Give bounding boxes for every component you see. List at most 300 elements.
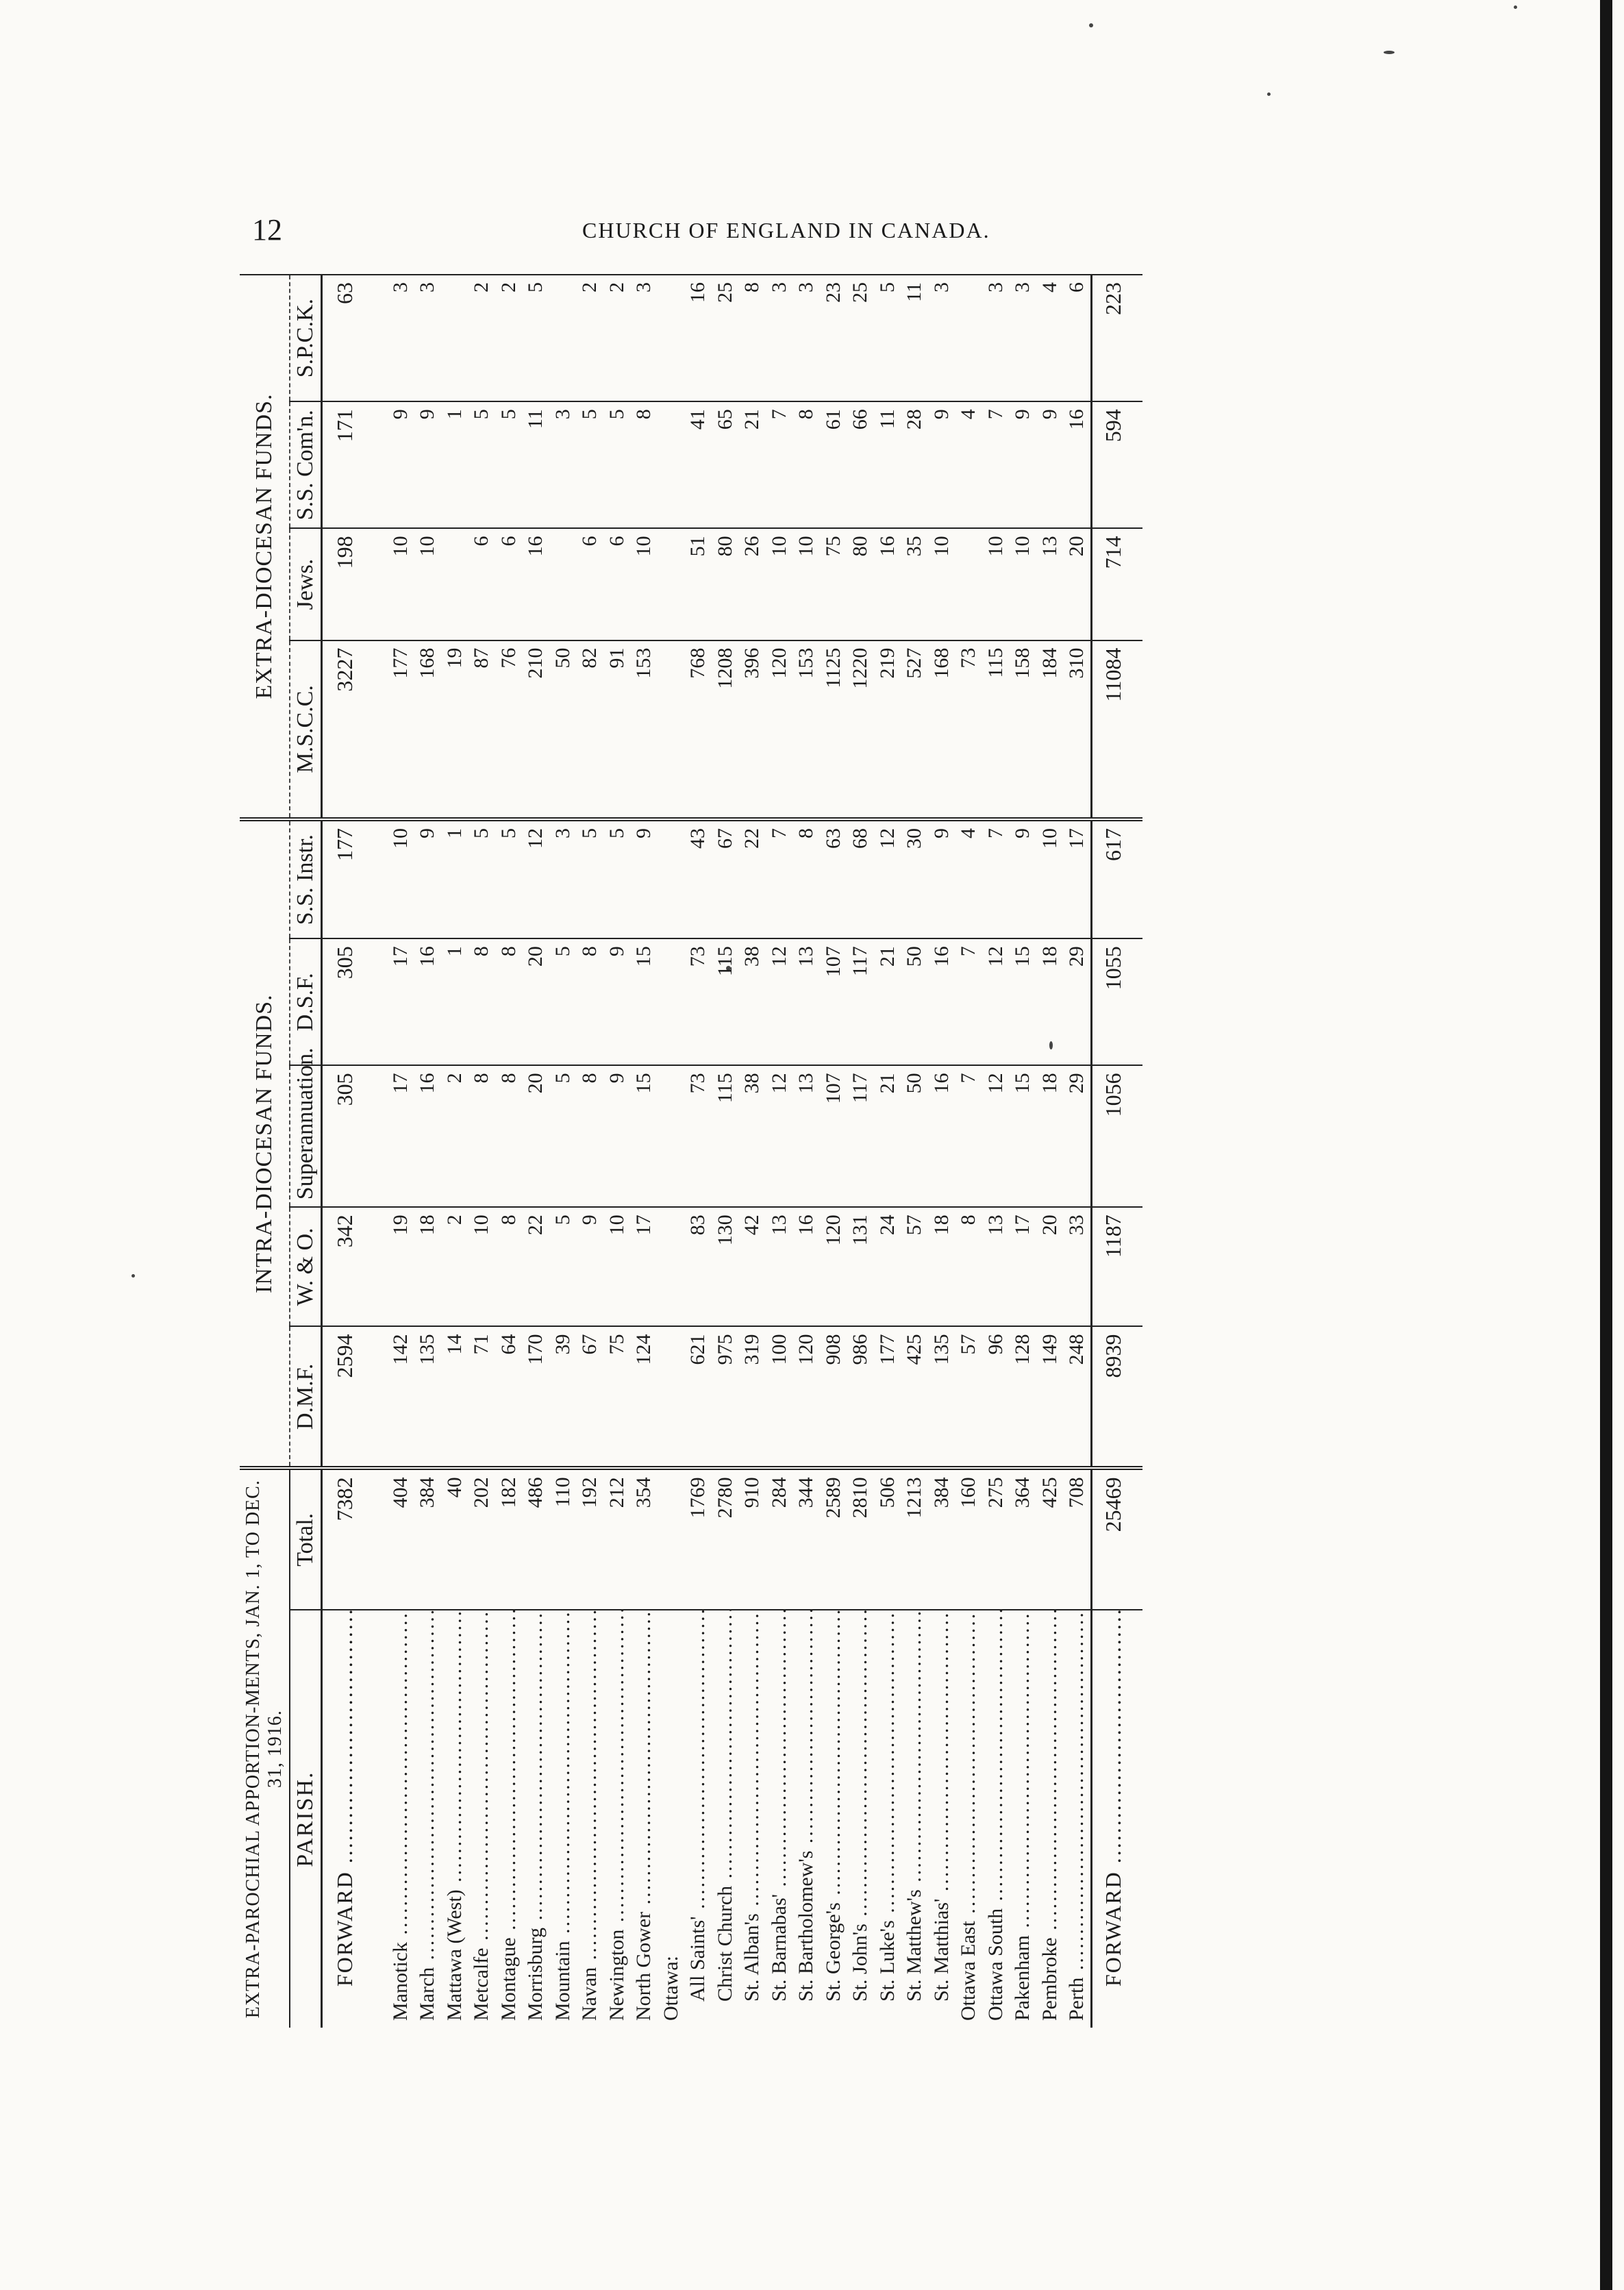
parish-name: Newington ..... [603, 1610, 631, 2028]
amount-cell: 5 [549, 1207, 577, 1326]
amount-cell: 9 [1036, 401, 1064, 528]
amount-cell: 75 [820, 528, 847, 640]
amount-cell: 10 [603, 1207, 631, 1326]
amount-cell: 486 [522, 1468, 549, 1610]
amount-cell: 149 [1036, 1326, 1064, 1468]
amount-cell: 20 [1063, 528, 1091, 640]
amount-cell: 344 [792, 1468, 820, 1610]
parish-name: St. John's ..... [847, 1610, 874, 2028]
parish-name: North Gower ..... [630, 1610, 658, 2028]
table-row [874, 275, 901, 2028]
amount-cell: 24 [874, 1207, 901, 1326]
table-row [684, 275, 712, 2028]
amount-cell: 714 [1091, 528, 1142, 640]
table-row [468, 275, 495, 2028]
amount-cell: 7 [955, 1065, 982, 1207]
amount-cell: 15 [630, 938, 658, 1065]
amount-cell: 986 [847, 1326, 874, 1468]
amount-cell: 11 [874, 401, 901, 528]
extra-diocesan-funds-header: EXTRA-DIOCESAN FUNDS. [240, 275, 290, 819]
amount-cell: 8 [576, 1065, 603, 1207]
amount-cell: 4 [955, 819, 982, 938]
amount-cell: 11 [901, 275, 928, 401]
intra-diocesan-funds-header: INTRA-DIOCESAN FUNDS. [240, 819, 290, 1468]
amount-cell: 13 [766, 1207, 793, 1326]
amount-cell: 3227 [322, 640, 375, 819]
amount-cell: 170 [522, 1326, 549, 1468]
amount-cell: 41 [684, 401, 712, 528]
amount-cell: 96 [982, 1326, 1010, 1468]
amount-cell: 1 [441, 401, 469, 528]
table-row [982, 275, 1010, 2028]
amount-cell: 5 [495, 401, 523, 528]
amount-cell: 23 [820, 275, 847, 401]
amount-cell: 18 [414, 1207, 441, 1326]
parish-name: Metcalfe ..... [468, 1610, 495, 2028]
amount-cell: 6 [576, 528, 603, 640]
parish-name: St. Barnabas' ..... [766, 1610, 793, 2028]
amount-cell: 87 [468, 640, 495, 819]
amount-cell: 10 [1036, 819, 1064, 938]
amount-cell: 91 [603, 640, 631, 819]
amount-cell: 354 [630, 1468, 658, 1610]
amount-cell: 6 [468, 528, 495, 640]
table-row [441, 275, 469, 2028]
amount-cell: 8 [495, 1207, 523, 1326]
amount-cell: 4 [955, 401, 982, 528]
table-row [955, 275, 982, 2028]
amount-cell: 38 [738, 938, 766, 1065]
amount-cell: 1055 [1091, 938, 1142, 1065]
amount-cell: 83 [684, 1207, 712, 1326]
amount-cell: 17 [1009, 1207, 1036, 1326]
amount-cell: 1 [441, 819, 469, 938]
amount-cell: 22 [522, 1207, 549, 1326]
ink-speck [1384, 51, 1395, 54]
amount-cell: 12 [982, 1065, 1010, 1207]
amount-cell: 21 [874, 1065, 901, 1207]
amount-cell: 73 [684, 938, 712, 1065]
amount-cell [658, 819, 685, 938]
amount-cell: 10 [982, 528, 1010, 640]
col-total: Total. [290, 1468, 321, 1610]
amount-cell: 9 [603, 938, 631, 1065]
amount-cell: 50 [901, 1065, 928, 1207]
amount-cell: 13 [982, 1207, 1010, 1326]
amount-cell: 10 [928, 528, 955, 640]
amount-cell: 131 [847, 1207, 874, 1326]
table-row [630, 275, 658, 2028]
amount-cell: 100 [766, 1326, 793, 1468]
amount-cell: 107 [820, 1065, 847, 1207]
amount-cell: 3 [549, 401, 577, 528]
amount-cell: 120 [766, 640, 793, 819]
col-msc: M.S.C.C. [290, 640, 321, 819]
amount-cell: 142 [375, 1326, 414, 1468]
amount-cell: 80 [847, 528, 874, 640]
amount-cell: 2 [468, 275, 495, 401]
table-row [658, 275, 685, 2028]
forward-row [1091, 275, 1142, 2028]
amount-cell: 5 [549, 1065, 577, 1207]
parish-name: Manotick ..... [375, 1610, 414, 2028]
amount-cell: 10 [375, 528, 414, 640]
amount-cell: 11084 [1091, 640, 1142, 819]
amount-cell: 42 [738, 1207, 766, 1326]
amount-cell: 3 [414, 275, 441, 401]
amount-cell: 7 [982, 819, 1010, 938]
amount-cell: 16 [522, 528, 549, 640]
table-row [1063, 275, 1091, 2028]
table-row [1036, 275, 1064, 2028]
amount-cell: 17 [1063, 819, 1091, 938]
parish-name: Montague ..... [495, 1610, 523, 2028]
amount-cell: 22 [738, 819, 766, 938]
amount-cell [658, 1207, 685, 1326]
table-row [738, 275, 766, 2028]
amount-cell: 75 [603, 1326, 631, 1468]
amount-cell: 3 [375, 275, 414, 401]
amount-cell: 1213 [901, 1468, 928, 1610]
amount-cell: 5 [576, 401, 603, 528]
amount-cell: 128 [1009, 1326, 1036, 1468]
amount-cell: 9 [1009, 401, 1036, 528]
amount-cell: 8 [630, 401, 658, 528]
col-wo: W. & O. [290, 1207, 321, 1326]
amount-cell: 5 [522, 275, 549, 401]
amount-cell: 1208 [712, 640, 739, 819]
amount-cell: 80 [712, 528, 739, 640]
amount-cell: 120 [820, 1207, 847, 1326]
parish-name: Pakenham ..... [1009, 1610, 1036, 2028]
amount-cell: 617 [1091, 819, 1142, 938]
amount-cell [658, 938, 685, 1065]
table-row [414, 275, 441, 2028]
amount-cell: 135 [928, 1326, 955, 1468]
amount-cell: 130 [712, 1207, 739, 1326]
parish-name: St. Alban's ..... [738, 1610, 766, 2028]
col-ss-comn: S.S. Com'n. [290, 401, 321, 528]
amount-cell: 275 [982, 1468, 1010, 1610]
amount-cell: 7382 [322, 1468, 375, 1610]
amount-cell: 9 [630, 819, 658, 938]
amount-cell: 3 [549, 819, 577, 938]
parish-name: Navan ..... [576, 1610, 603, 2028]
amount-cell: 17 [375, 938, 414, 1065]
amount-cell: 65 [712, 401, 739, 528]
amount-cell: 124 [630, 1326, 658, 1468]
amount-cell: 21 [874, 938, 901, 1065]
amount-cell: 16 [874, 528, 901, 640]
amount-cell: 10 [414, 528, 441, 640]
amount-cell: 115 [982, 640, 1010, 819]
parish-name: All Saints' ..... [684, 1610, 712, 2028]
amount-cell: 3 [928, 275, 955, 401]
table-row [766, 275, 793, 2028]
parish-name: FORWARD ..... [1091, 1610, 1142, 2028]
amount-cell: 1187 [1091, 1207, 1142, 1326]
amount-cell: 25 [847, 275, 874, 401]
amount-cell: 16 [928, 1065, 955, 1207]
section-title: EXTRA-PAROCHIAL APPORTION-MENTS, JAN. 1, TO DEC. 31, 1916. [240, 1468, 290, 2028]
amount-cell: 35 [901, 528, 928, 640]
amount-cell: 63 [820, 819, 847, 938]
amount-cell: 153 [630, 640, 658, 819]
amount-cell: 219 [874, 640, 901, 819]
ink-speck [1514, 5, 1517, 9]
table-row [820, 275, 847, 2028]
parish-name: St. Matthew's ..... [901, 1610, 928, 2028]
amount-cell: 7 [766, 401, 793, 528]
amount-cell: 3 [792, 275, 820, 401]
amount-cell: 8 [468, 1065, 495, 1207]
amount-cell: 8 [576, 938, 603, 1065]
amount-cell: 594 [1091, 401, 1142, 528]
col-spck: S.P.C.K. [290, 275, 321, 401]
amount-cell: 10 [792, 528, 820, 640]
amount-cell [658, 1326, 685, 1468]
amount-cell: 12 [522, 819, 549, 938]
amount-cell: 8 [792, 819, 820, 938]
amount-cell: 305 [322, 938, 375, 1065]
amount-cell: 64 [495, 1326, 523, 1468]
amount-cell: 18 [928, 1207, 955, 1326]
amount-cell: 212 [603, 1468, 631, 1610]
amount-cell [441, 528, 469, 640]
amount-cell: 50 [549, 640, 577, 819]
amount-cell: 5 [874, 275, 901, 401]
amount-cell: 305 [322, 1065, 375, 1207]
amount-cell: 63 [322, 275, 375, 401]
amount-cell: 171 [322, 401, 375, 528]
amount-cell: 3 [982, 275, 1010, 401]
parish-name: St. Luke's ..... [874, 1610, 901, 2028]
parish-name: Pembroke ..... [1036, 1610, 1064, 2028]
col-dsf: D.S.F. [290, 938, 321, 1065]
amount-cell: 12 [874, 819, 901, 938]
amount-cell: 4 [1036, 275, 1064, 401]
amount-cell: 120 [792, 1326, 820, 1468]
amount-cell: 364 [1009, 1468, 1036, 1610]
amount-cell: 975 [712, 1326, 739, 1468]
amount-cell [658, 528, 685, 640]
amount-cell: 9 [928, 401, 955, 528]
amount-cell: 66 [847, 401, 874, 528]
parish-name: St. George's ..... [820, 1610, 847, 2028]
col-ss-instr: S.S. Instr. [290, 819, 321, 938]
amount-cell: 396 [738, 640, 766, 819]
parish-name: St. Matthias' ..... [928, 1610, 955, 2028]
amount-cell: 26 [738, 528, 766, 640]
forward-row [322, 275, 375, 2028]
amount-cell: 33 [1063, 1207, 1091, 1326]
amount-cell: 110 [549, 1468, 577, 1610]
amount-cell: 9 [414, 819, 441, 938]
amount-cell: 5 [495, 819, 523, 938]
amount-cell: 16 [414, 1065, 441, 1207]
parish-name: Perth ..... [1063, 1610, 1091, 2028]
amount-cell: 621 [684, 1326, 712, 1468]
apportionment-table [240, 274, 1142, 2028]
amount-cell: 68 [847, 819, 874, 938]
amount-cell: 17 [630, 1207, 658, 1326]
amount-cell: 202 [468, 1468, 495, 1610]
amount-cell: 29 [1063, 1065, 1091, 1207]
amount-cell: 198 [322, 528, 375, 640]
amount-cell: 13 [792, 1065, 820, 1207]
amount-cell: 184 [1036, 640, 1064, 819]
amount-cell: 910 [738, 1468, 766, 1610]
amount-cell: 25469 [1091, 1468, 1142, 1610]
amount-cell: 5 [576, 819, 603, 938]
amount-cell: 14 [441, 1326, 469, 1468]
amount-cell: 10 [375, 819, 414, 938]
amount-cell: 107 [820, 938, 847, 1065]
amount-cell: 2 [441, 1065, 469, 1207]
parish-name: Christ Church ..... [712, 1610, 739, 2028]
amount-cell: 210 [522, 640, 549, 819]
amount-cell [658, 401, 685, 528]
amount-cell: 2594 [322, 1326, 375, 1468]
table-row [375, 275, 414, 2028]
amount-cell: 57 [901, 1207, 928, 1326]
amount-cell: 2 [603, 275, 631, 401]
amount-cell: 768 [684, 640, 712, 819]
amount-cell: 117 [847, 938, 874, 1065]
col-parish: PARISH. [290, 1610, 321, 2028]
parish-name: Ottawa: [658, 1610, 685, 2028]
amount-cell: 1 [441, 938, 469, 1065]
amount-cell: 425 [1036, 1468, 1064, 1610]
amount-cell: 13 [1036, 528, 1064, 640]
amount-cell: 16 [1063, 401, 1091, 528]
amount-cell: 153 [792, 640, 820, 819]
parish-name: FORWARD ..... [322, 1610, 375, 2028]
page-number: 12 [252, 213, 282, 247]
amount-cell: 6 [603, 528, 631, 640]
table-row [576, 275, 603, 2028]
table-row [549, 275, 577, 2028]
amount-cell: 71 [468, 1326, 495, 1468]
amount-cell: 8 [495, 938, 523, 1065]
amount-cell: 15 [630, 1065, 658, 1207]
amount-cell: 248 [1063, 1326, 1091, 1468]
amount-cell: 168 [928, 640, 955, 819]
rotated-table-block [240, 274, 1370, 2028]
amount-cell: 8 [738, 275, 766, 401]
amount-cell: 9 [576, 1207, 603, 1326]
amount-cell: 8 [468, 938, 495, 1065]
running-head: CHURCH OF ENGLAND IN CANADA. [582, 218, 990, 242]
amount-cell: 73 [955, 640, 982, 819]
amount-cell [549, 528, 577, 640]
amount-cell: 115 [712, 938, 739, 1065]
amount-cell: 2810 [847, 1468, 874, 1610]
amount-cell: 15 [1009, 1065, 1036, 1207]
amount-cell [955, 528, 982, 640]
amount-cell: 15 [1009, 938, 1036, 1065]
amount-cell: 9 [414, 401, 441, 528]
amount-cell: 10 [766, 528, 793, 640]
amount-cell: 1056 [1091, 1065, 1142, 1207]
amount-cell: 61 [820, 401, 847, 528]
amount-cell: 19 [441, 640, 469, 819]
amount-cell: 177 [874, 1326, 901, 1468]
amount-cell: 2 [441, 1207, 469, 1326]
table-row [928, 275, 955, 2028]
amount-cell: 527 [901, 640, 928, 819]
col-superannuation: Superannuation. [290, 1065, 321, 1207]
amount-cell: 16 [928, 938, 955, 1065]
amount-cell: 9 [928, 819, 955, 938]
amount-cell: 8 [792, 401, 820, 528]
amount-cell: 17 [375, 1065, 414, 1207]
amount-cell [658, 1065, 685, 1207]
amount-cell: 10 [1009, 528, 1036, 640]
amount-cell [658, 275, 685, 401]
table-row [1009, 275, 1036, 2028]
amount-cell: 5 [603, 819, 631, 938]
amount-cell: 182 [495, 1468, 523, 1610]
amount-cell: 40 [441, 1468, 469, 1610]
amount-cell: 342 [322, 1207, 375, 1326]
amount-cell: 5 [603, 401, 631, 528]
amount-cell: 2 [576, 275, 603, 401]
table-row [603, 275, 631, 2028]
amount-cell [549, 275, 577, 401]
amount-cell: 708 [1063, 1468, 1091, 1610]
amount-cell: 319 [738, 1326, 766, 1468]
parish-name: Ottawa South ..... [982, 1610, 1010, 2028]
scan-edge [1600, 0, 1612, 2290]
amount-cell: 20 [522, 1065, 549, 1207]
amount-cell: 6 [1063, 275, 1091, 401]
parish-name: St. Bartholomew's ..... [792, 1610, 820, 2028]
amount-cell: 28 [901, 401, 928, 528]
amount-cell: 192 [576, 1468, 603, 1610]
amount-cell: 404 [375, 1468, 414, 1610]
ink-speck [1267, 92, 1271, 96]
amount-cell: 16 [792, 1207, 820, 1326]
amount-cell: 8 [495, 1065, 523, 1207]
amount-cell: 506 [874, 1468, 901, 1610]
amount-cell: 18 [1036, 1065, 1064, 1207]
amount-cell: 7 [955, 938, 982, 1065]
amount-cell: 10 [468, 1207, 495, 1326]
amount-cell: 82 [576, 640, 603, 819]
amount-cell: 21 [738, 401, 766, 528]
amount-cell: 284 [766, 1468, 793, 1610]
table-row [792, 275, 820, 2028]
amount-cell: 67 [712, 819, 739, 938]
amount-cell: 13 [792, 938, 820, 1065]
amount-cell: 5 [549, 938, 577, 1065]
amount-cell: 1220 [847, 640, 874, 819]
col-jews: Jews. [290, 528, 321, 640]
table-row [712, 275, 739, 2028]
table-row [522, 275, 549, 2028]
amount-cell: 8 [955, 1207, 982, 1326]
parish-name: Ottawa East ..... [955, 1610, 982, 2028]
amount-cell: 18 [1036, 938, 1064, 1065]
amount-cell: 16 [414, 938, 441, 1065]
amount-cell: 5 [468, 401, 495, 528]
amount-cell: 1125 [820, 640, 847, 819]
amount-cell: 908 [820, 1326, 847, 1468]
amount-cell: 168 [414, 640, 441, 819]
amount-cell: 9 [603, 1065, 631, 1207]
amount-cell [658, 640, 685, 819]
